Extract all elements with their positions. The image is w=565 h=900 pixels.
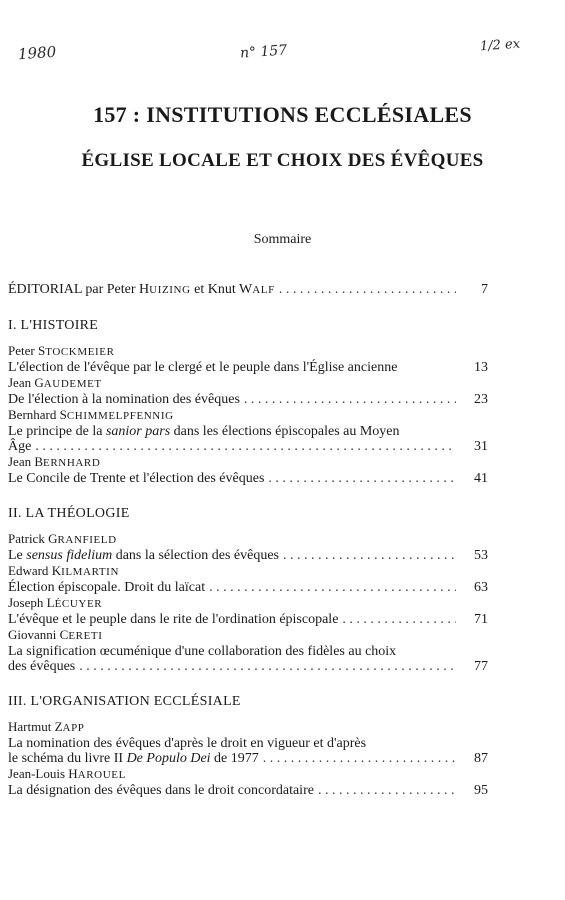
entry-row [8,612,488,627]
author-first: Jean [8,375,32,390]
leader-dots [283,548,456,563]
title-part: le schéma du livre II [8,751,127,766]
author-rest: AROUEL [77,769,126,781]
handwritten-number: n° 157 [239,42,288,62]
toc-entry [8,454,488,486]
title-part: de 1977 [210,751,259,766]
author-initial: S [37,343,46,358]
entry-row [8,580,488,595]
author-rest: CHIMMELPFENNIG [66,410,174,422]
author-initial: G [34,375,44,390]
entry-author [8,343,488,360]
editorial-text [8,282,275,298]
author-initial: S [59,407,67,422]
author-rest: RANFIELD [57,534,117,546]
author-first: Jean-Louis [8,766,66,781]
author-initial: H [139,282,150,297]
page-number: 7 [481,282,488,297]
entry-row [8,659,488,674]
author-initial: L [46,595,55,610]
leader-dots [279,282,456,297]
entry-title: Élection épiscopale. Droit du laïcat [8,580,206,595]
author-first: Peter [8,343,35,358]
toc-entry [8,627,488,674]
entry-row [8,471,488,486]
leader-dots [318,783,456,798]
entry-author [8,531,488,548]
author-rest: ILMARTIN [61,566,119,578]
page-number: 71 [474,612,488,627]
page-number: 13 [474,360,488,375]
toc-entry [8,531,488,563]
entry-title: Le Concile de Trente et l'élection des évêques [8,471,265,486]
toc-entry [8,719,488,766]
entry-title-cont [8,751,259,766]
entry-row [8,751,488,766]
toc-entry [8,563,488,595]
author-initial: K [51,563,62,578]
entry-row [8,439,488,454]
page-number: 95 [474,783,488,798]
toc-entry [8,343,488,375]
toc-entry [8,407,488,454]
title-part: Le [8,548,27,563]
section-heading: I. L'HISTOIRE [8,318,99,333]
author-rest: ALF [252,284,275,296]
title-part: dans la sélection des évêques [112,548,279,563]
page-subtitle: ÉGLISE LOCALE ET CHOIX DES ÉVÊQUES [81,150,484,171]
entry-author [8,563,488,580]
entry-title: La nomination des évêques d'après le droit en vigueur et d'après [8,736,367,751]
leader-dots [342,612,456,627]
editorial-row [8,282,488,298]
page-number: 77 [474,659,488,674]
author-rest: APP [62,722,85,734]
author-initial: G [48,531,58,546]
author-first: Joseph [8,595,44,610]
author-rest: ÉCUYER [54,598,103,610]
toc-entry [8,595,488,627]
author-rest: AUDEMET [43,378,102,390]
page-number: 53 [474,548,488,563]
author-first: Jean [8,454,32,469]
author-rest: UIZING [149,284,191,296]
leader-dots [209,580,456,595]
author-first: Patrick [8,531,45,546]
title-italic: De Populo Dei [126,751,211,766]
page-number: 63 [474,580,488,595]
entry-author [8,627,488,644]
entry-title-cont: Âge [8,439,32,454]
entry-title: L'élection de l'évêque par le clergé et le peuple dans l'Église ancienne [8,360,398,375]
entry-title-cont: des évêques [8,659,76,674]
leader-dots [268,471,456,486]
leader-dots [79,659,456,674]
entry-author [8,454,488,471]
title-italic: sensus fidelium [26,548,113,563]
entry-author [8,766,488,783]
entry-title: La désignation des évêques dans le droit concordataire [8,783,314,798]
entry-row [8,392,488,407]
editorial-prefix: ÉDITORIAL par Peter [8,282,140,297]
author-initial: H [68,766,78,781]
section-heading: III. L'ORGANISATION ECCLÉSIALE [8,694,241,709]
entry-title [8,424,448,439]
author-initial: C [59,627,69,642]
entry-title: De l'élection à la nomination des évêques [8,392,240,407]
author-rest: ERETI [68,630,103,642]
page-number: 41 [474,471,488,486]
author-initial: Z [54,719,63,734]
entry-title: L'évêque et le peuple dans le rite de l'ordination épiscopale [8,612,339,627]
entry-author [8,407,488,424]
entry-title [8,548,279,563]
author-initial: B [34,454,44,469]
table-of-contents [8,282,488,798]
editorial-mid: et Knut [190,282,239,297]
toc-entry [8,375,488,407]
entry-row [8,783,488,798]
page-number: 23 [474,392,488,407]
title-part: Le principe de la [8,424,106,439]
page-number: 87 [474,751,488,766]
author-first: Bernhard [8,407,57,422]
title-part: dans les élections épiscopales au Moyen [170,424,400,439]
entry-author [8,719,488,736]
entry-author [8,595,488,612]
author-rest: TOCKMEIER [45,346,115,358]
section-heading: II. LA THÉOLOGIE [8,506,130,521]
leader-dots [263,751,456,766]
handwritten-year: 1980 [17,42,57,64]
entry-author [8,375,488,392]
toc-entry [8,766,488,798]
summary-heading: Sommaire [253,232,312,247]
entry-row [8,360,488,375]
entry-title: La signification œcuménique d'une collaboration des fidèles au choix [8,644,397,659]
handwritten-note: 1/2 ex [479,36,521,55]
leader-dots [244,392,456,407]
author-rest: ERNHARD [43,457,101,469]
author-first: Giovanni [8,627,57,642]
title-italic: sanior pars [105,424,171,439]
entry-row [8,548,488,563]
author-first: Edward [8,563,49,578]
author-first: Hartmut [8,719,52,734]
page-number: 31 [474,439,488,454]
leader-dots [35,439,456,454]
page-title: 157 : INSTITUTIONS ECCLÉSIALES [93,102,472,127]
author-initial: W [239,282,253,297]
